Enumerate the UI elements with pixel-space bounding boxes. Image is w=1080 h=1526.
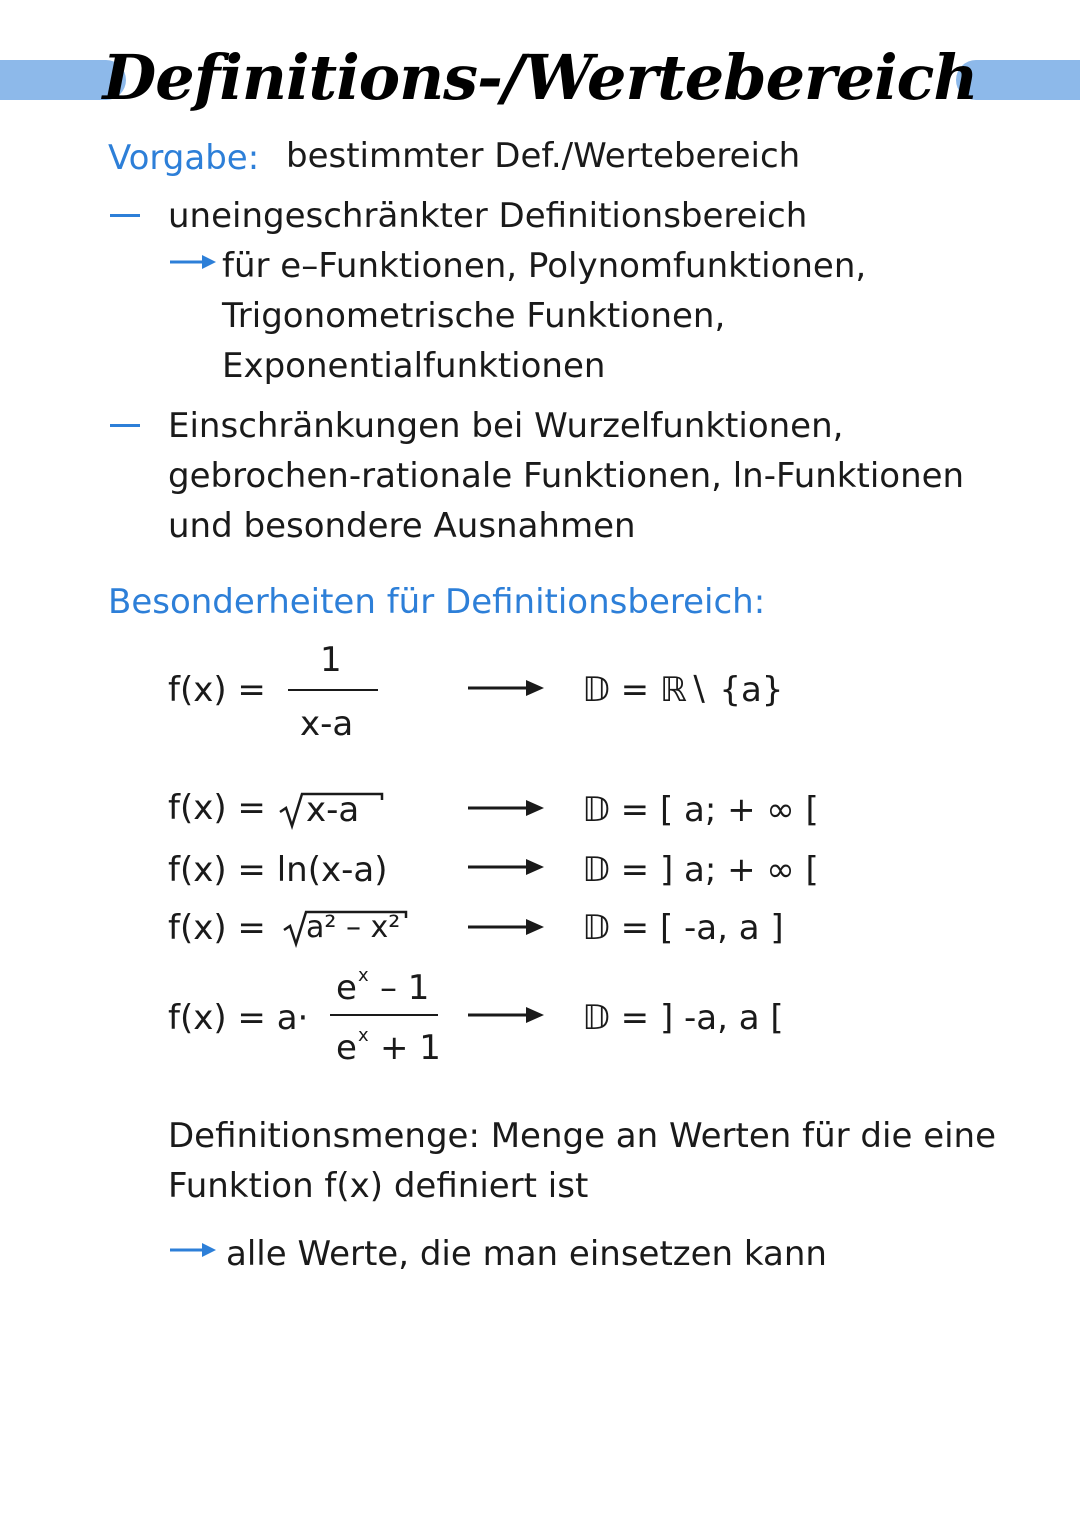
formula5-den-rest: + 1 [380,1028,441,1068]
fraction-bar [288,689,378,691]
arrow-right-icon [466,797,546,819]
bullet-dash-icon [110,214,140,217]
formula3-result: 𝔻 = ] a; + ∞ [ [582,850,819,890]
besonderheiten-heading: Besonderheiten für Definitionsbereich: [108,582,766,622]
formula5-num-exponent: x [358,965,369,986]
point2-line: Einschränkungen bei Wurzelfunktionen, [168,406,844,446]
point2-line: und besondere Ausnahmen [168,506,636,546]
arrow-right-icon [168,252,218,272]
formula5-den-base: e [336,1028,357,1068]
point2-line: gebrochen-rationale Funktionen, ln-Funktionen [168,456,965,496]
bullet-dash-icon [110,424,140,427]
conclusion-text: alle Werte, die man einsetzen kann [226,1234,827,1274]
point1-sub-line: für e–Funktionen, Polynomfunktionen, [222,246,867,286]
formula5-result: 𝔻 = ] -a, a [ [582,998,784,1038]
formula5-lhs: f(x) = a· [168,998,309,1038]
formula1-numerator: 1 [320,640,342,680]
formula5-den-exponent: x [358,1025,369,1046]
fraction-bar [330,1014,438,1016]
formula3-lhs: f(x) = ln(x-a) [168,850,388,890]
page-title: Definitions-/Wertebereich [102,41,978,114]
formula4-radicand: a² – x² [306,910,401,945]
point1-sub-line: Exponentialfunktionen [222,346,606,386]
vorgabe-text: bestimmter Def./Wertebereich [286,136,801,176]
formula1-result: 𝔻 = ℝ∖ {a} [582,670,784,710]
formula5-num-rest: – 1 [380,968,430,1008]
formula5-num-base: e [336,968,357,1008]
point1-text: uneingeschränkter Definitionsbereich [168,196,808,236]
formula4-lhs: f(x) = [168,908,266,948]
definition-line: Definitionsmenge: Menge an Werten für die eine [168,1116,997,1156]
arrow-right-icon [466,1004,546,1026]
point1-sub-line: Trigonometrische Funktionen, [222,296,726,336]
formula1-lhs: f(x) = [168,670,266,710]
definition-line: Funktion f(x) definiert ist [168,1166,589,1206]
formula1-denominator: x-a [300,704,354,744]
arrow-right-icon [466,677,546,699]
formula2-radicand: x-a [306,790,360,830]
vorgabe-label: Vorgabe: [108,138,260,178]
formula4-result: 𝔻 = [ -a, a ] [582,908,784,948]
arrow-right-icon [466,916,546,938]
arrow-right-icon [466,856,546,878]
formula2-lhs: f(x) = [168,788,266,828]
formula2-result: 𝔻 = [ a; + ∞ [ [582,790,819,830]
arrow-right-icon [168,1240,218,1260]
